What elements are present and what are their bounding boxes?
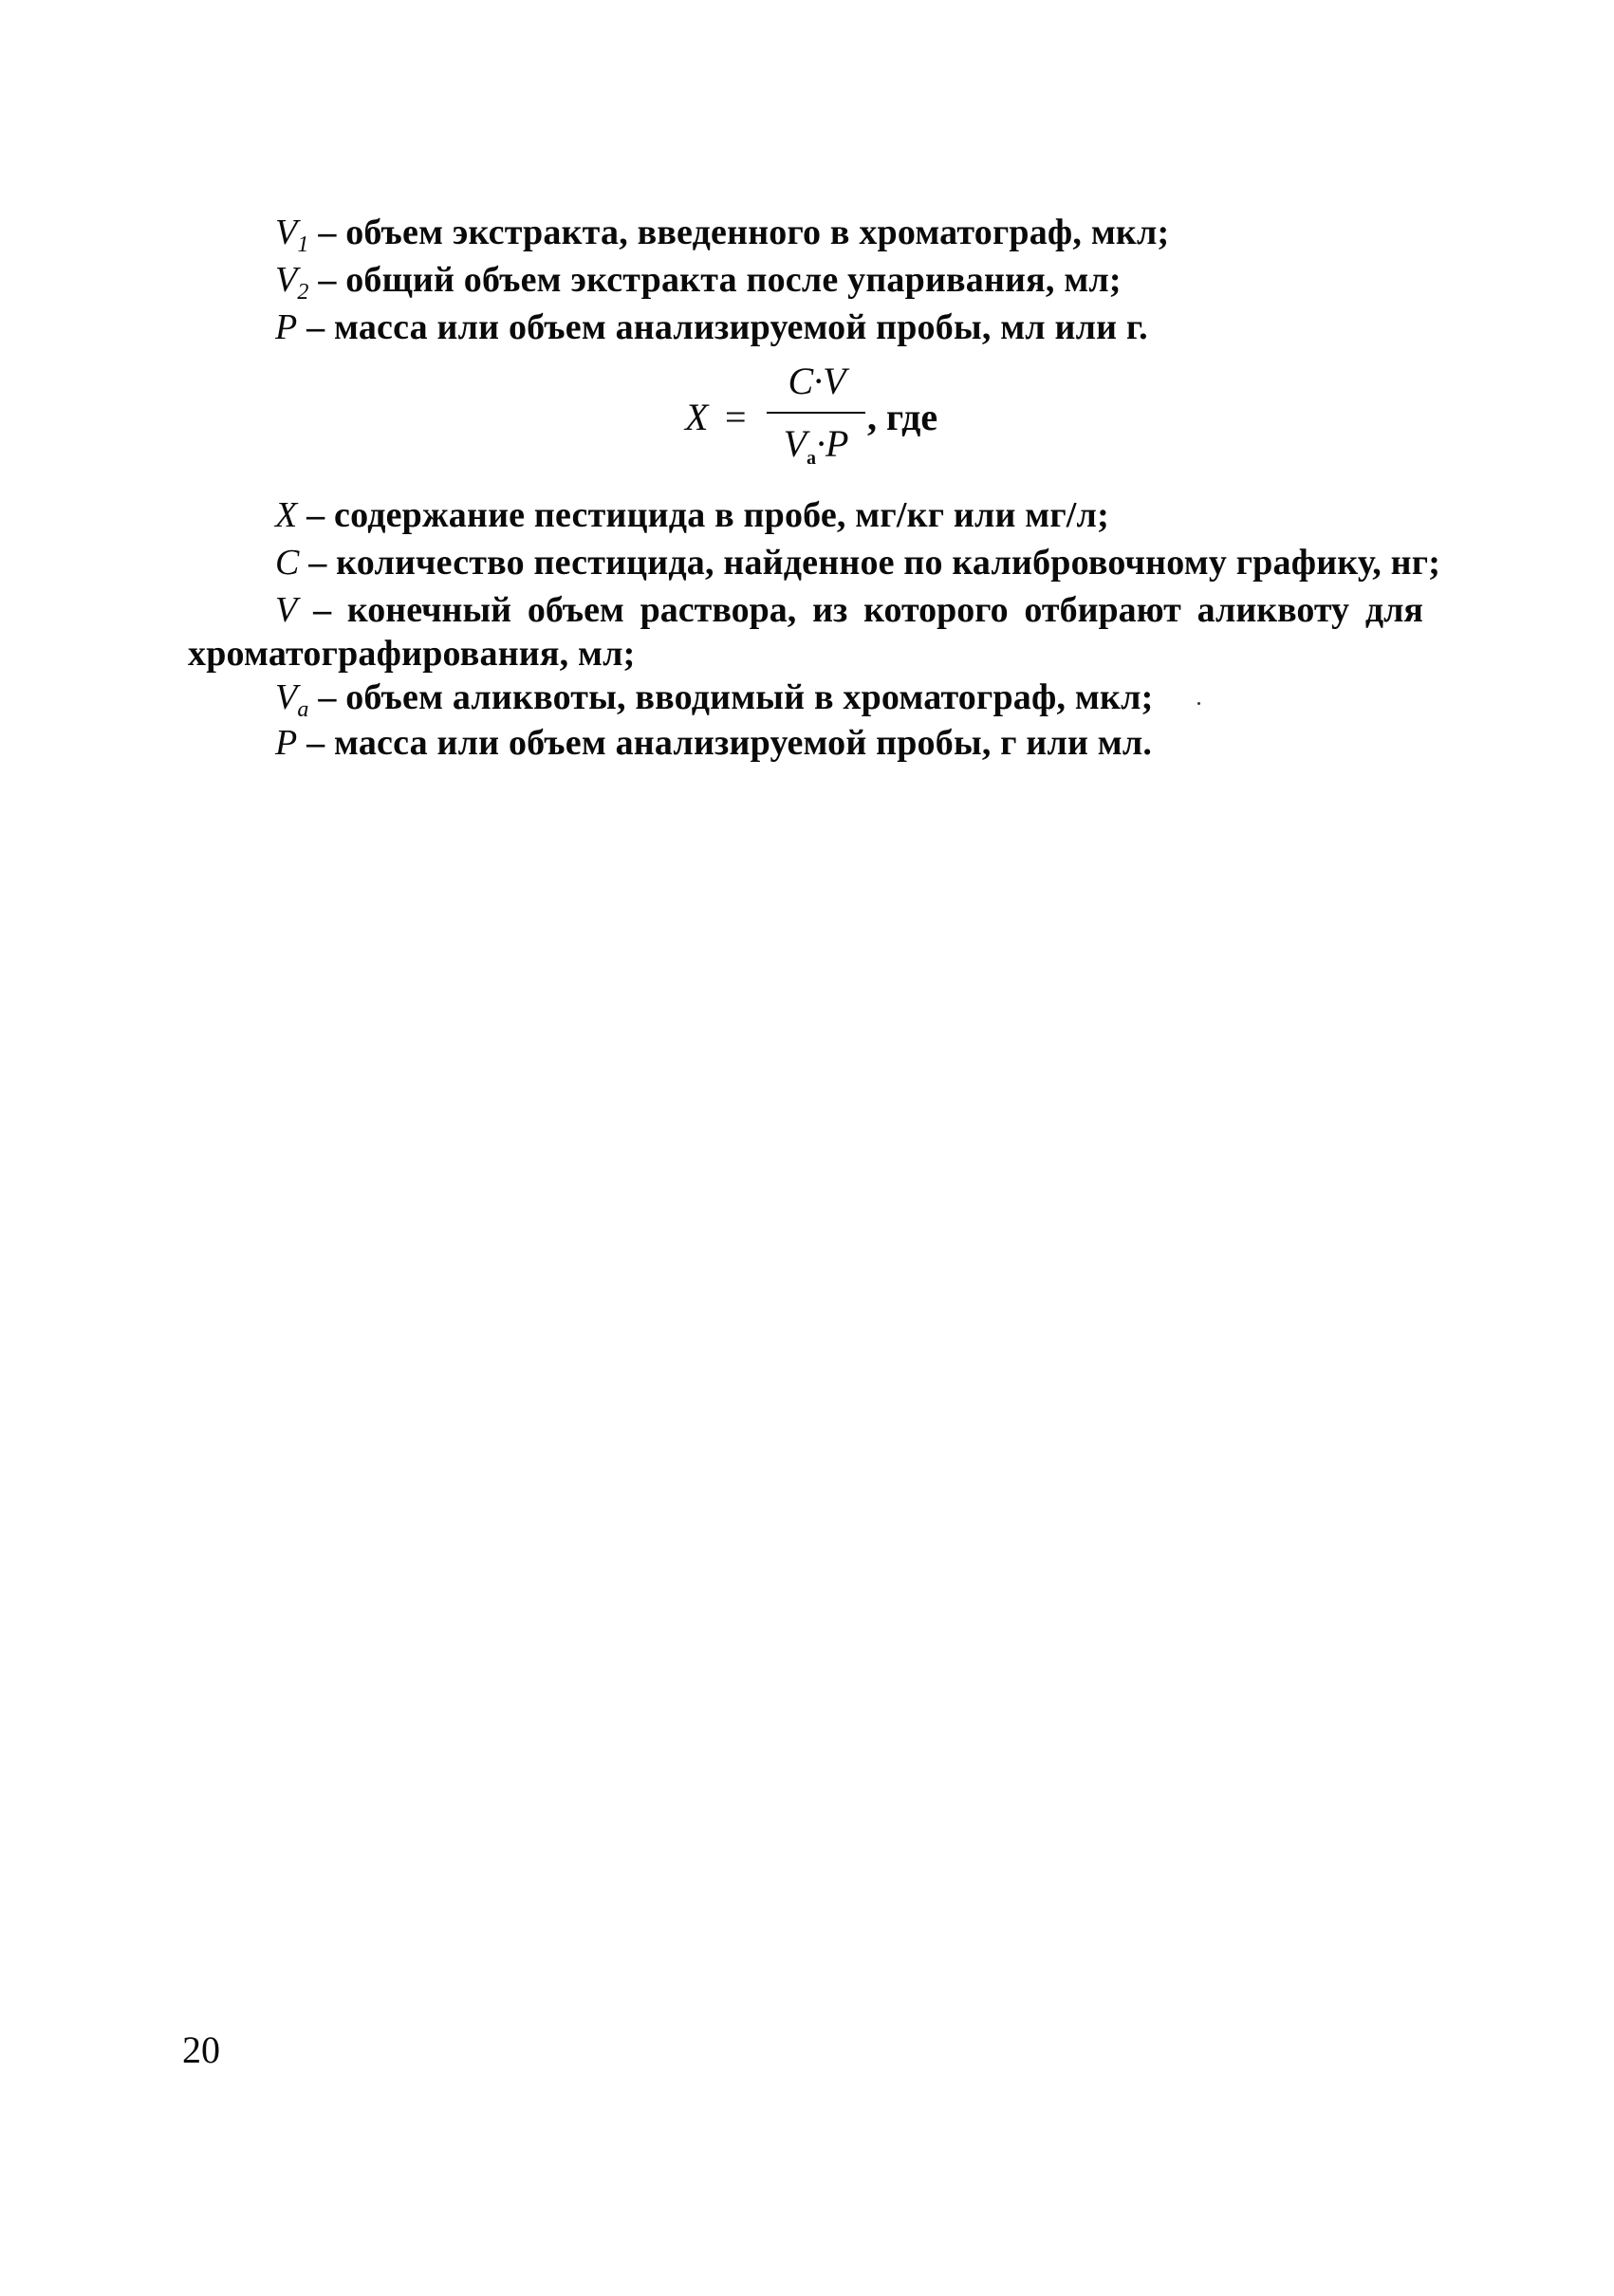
symbol-subscript: 2 bbox=[297, 280, 309, 305]
formula-equals: = bbox=[725, 396, 747, 438]
definition-v bbox=[275, 588, 1423, 632]
formula-lhs: X bbox=[685, 396, 709, 438]
formula-tail: , где bbox=[867, 396, 938, 438]
definition-text: – масса или объем анализируемой пробы, г или мл. bbox=[297, 723, 1153, 763]
definition-text: – содержание пестицида в пробе, мг/кг или мг/л; bbox=[297, 495, 1109, 535]
definition-text: – объем аликвоты, вводимый в хроматограф, мкл; bbox=[308, 677, 1154, 717]
symbol: V bbox=[275, 213, 298, 252]
denominator-main: V bbox=[783, 422, 807, 465]
definition-text: – масса или объем анализируемой пробы, мл или г. bbox=[297, 307, 1148, 347]
fraction-bar bbox=[767, 412, 865, 414]
definition-p bbox=[275, 306, 1148, 349]
definition-text: – объем экстракта, введенного в хроматограф, мкл; bbox=[308, 213, 1170, 252]
symbol: V bbox=[275, 677, 298, 717]
definition-text: – общий объем экстракта после упаривания, мл; bbox=[308, 260, 1122, 300]
symbol: P bbox=[275, 307, 298, 347]
formula bbox=[685, 359, 970, 482]
formula-numerator: C·V bbox=[788, 360, 846, 402]
page-number: 20 bbox=[182, 2028, 220, 2071]
definition-text: – конечный объем раствора, из которого отбирают аликвоту для bbox=[297, 590, 1423, 630]
symbol-subscript: a bbox=[297, 697, 309, 722]
symbol: X bbox=[275, 495, 298, 535]
scan-speck bbox=[1197, 702, 1200, 705]
denominator-subscript: a bbox=[807, 448, 816, 469]
symbol: C bbox=[275, 543, 300, 583]
definition-p-2 bbox=[275, 721, 1152, 765]
definition-c bbox=[275, 541, 1440, 584]
symbol: V bbox=[275, 260, 298, 300]
symbol: P bbox=[275, 723, 298, 763]
symbol: V bbox=[275, 590, 298, 630]
formula-denominator bbox=[767, 421, 865, 470]
definition-x bbox=[275, 493, 1109, 537]
definition-text: – количество пестицида, найденное по калибровочному графику, нг; bbox=[299, 543, 1441, 583]
denominator-rest: ·P bbox=[816, 422, 849, 465]
symbol-subscript: 1 bbox=[297, 232, 309, 257]
definition-v-continuation: хроматографирования, мл; bbox=[188, 634, 636, 674]
